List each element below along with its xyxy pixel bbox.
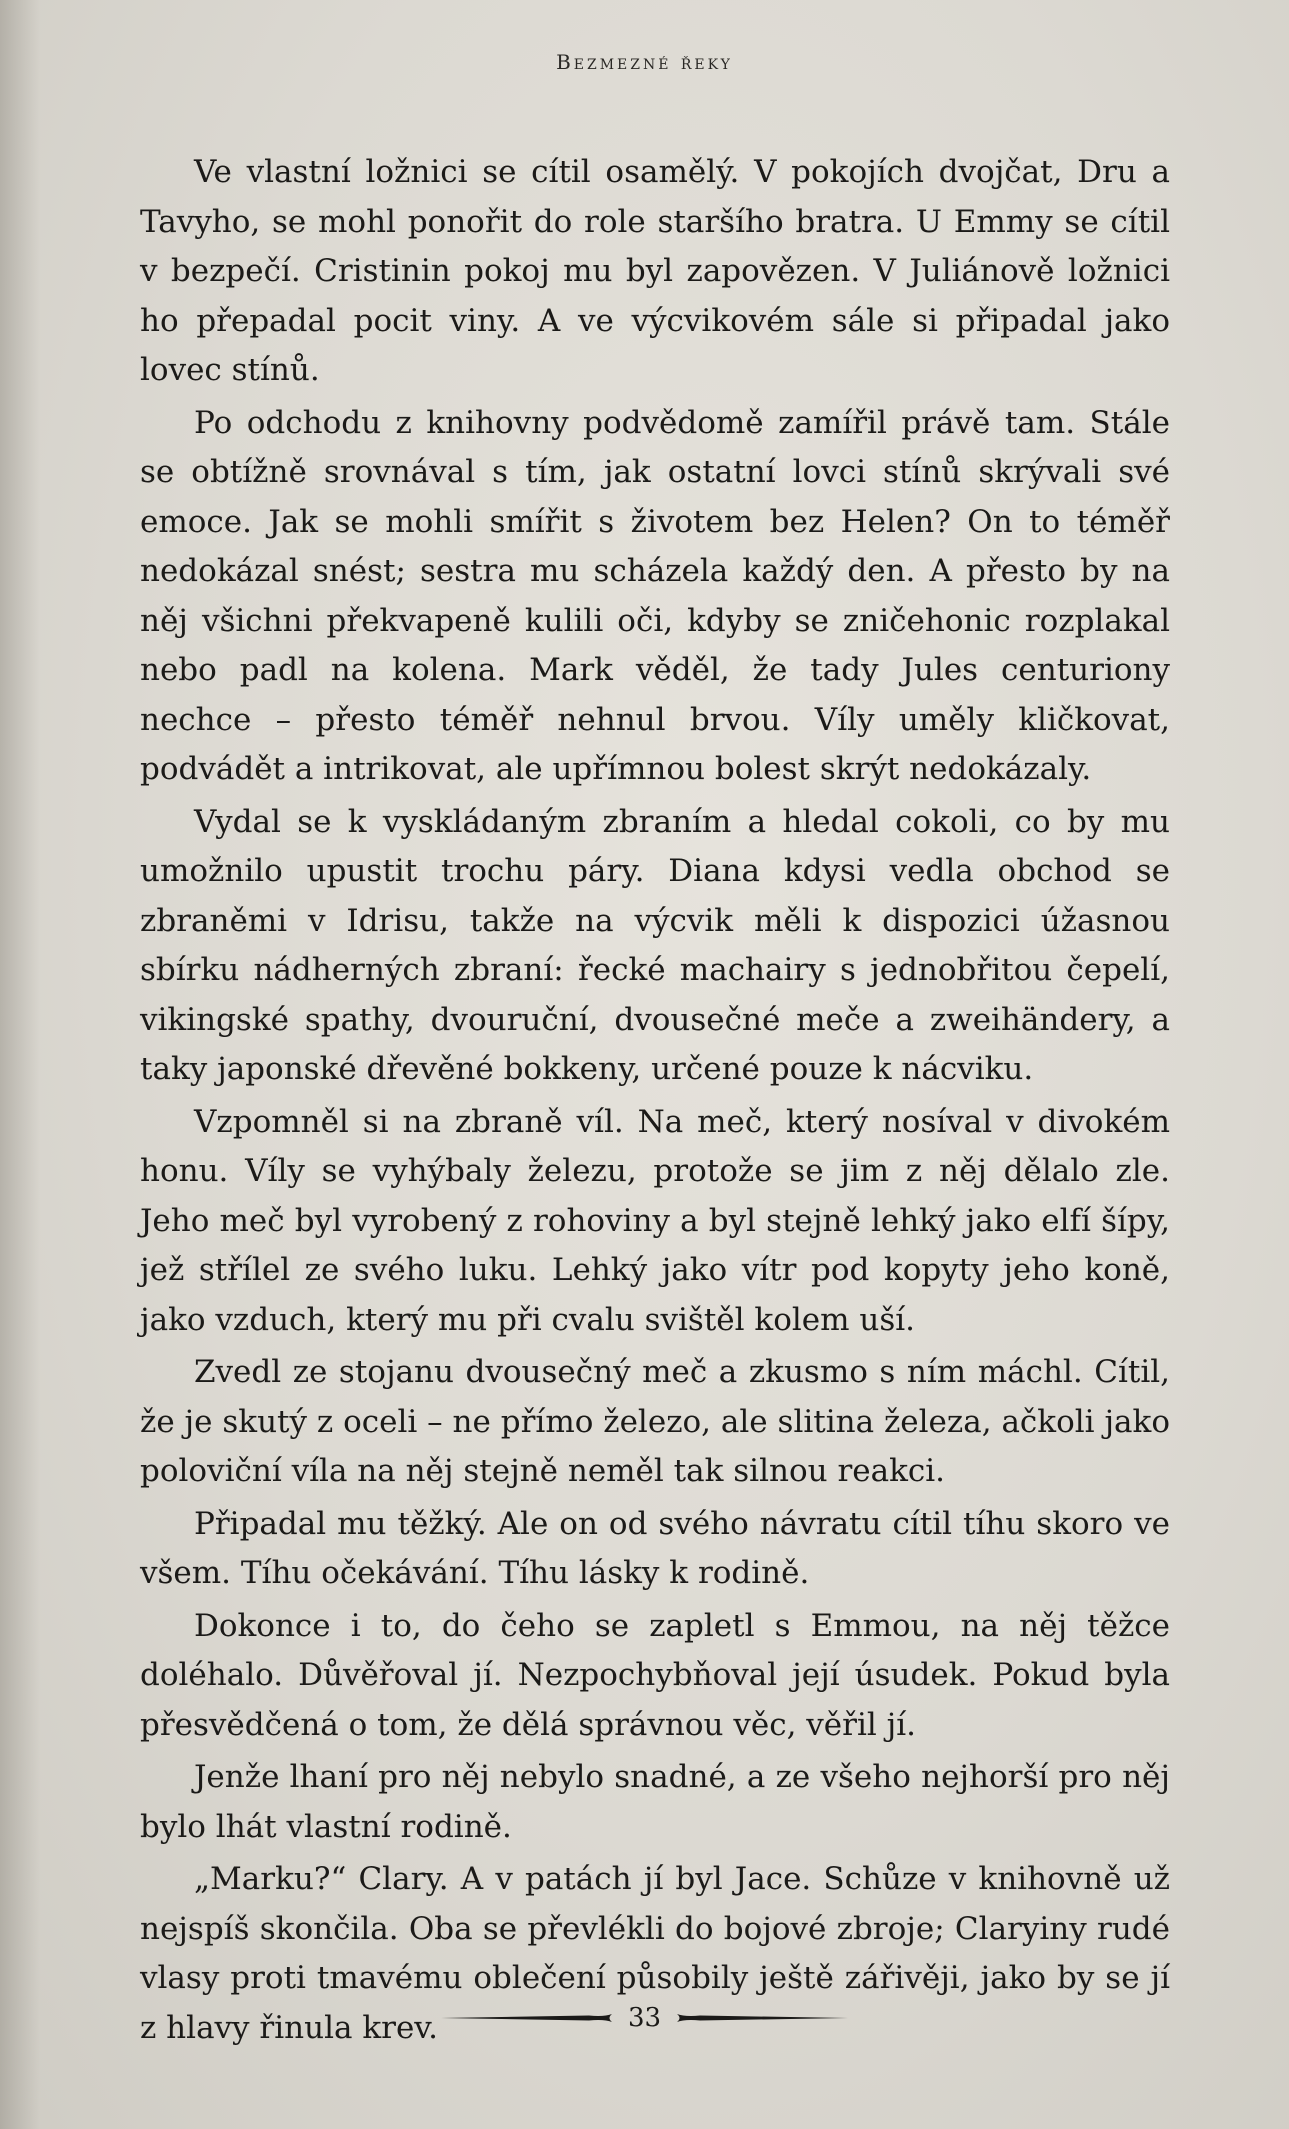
paragraph: Jenže lhaní pro něj nebylo snadné, a ze všeho nejhorší pro něj bylo lhát vlastní rodině.: [140, 1759, 1170, 1845]
running-header: Bezmezné řeky: [556, 50, 733, 74]
body-text: [140, 148, 1170, 2053]
page-gutter-shadow: [0, 0, 40, 2129]
page-footer: [0, 1998, 1289, 2038]
paragraph: Ve vlastní ložnici se cítil osamělý. V pokojích dvojčat, Dru a Tavyho, se mohl ponořit do role staršího bratra. U Emmy se cítil v bezpečí. Cristinin pokoj mu byl zapovězen. V Juliánově ložnici ho přepadal pocit viny. A ve výcvikovém sále si připadal jako lovec stínů.: [140, 154, 1170, 388]
paragraph: Vydal se k vyskládaným zbraním a hledal cokoli, co by mu umožnilo upustit trochu páry. Diana kdysi vedla obchod se zbraněmi v Idrisu, takže na výcvik měli k dispozici úžasnou sbírku nádherných zbraní: řecké machairy s jednobřitou čepelí, vikingské spathy, dvouruční, dvousečné meče a zweihändery, a taky japonské dřevěné bokkeny, určené pouze k nácviku.: [140, 803, 1170, 1087]
paragraph: Dokonce i to, do čeho se zapletl s Emmou, na něj těžce doléhalo. Důvěřoval jí. Nezpochybňoval její úsudek. Pokud byla přesvědčená o tom, že dělá správnou věc, věřil jí.: [140, 1607, 1170, 1743]
page-number: 33: [627, 2003, 662, 2033]
right-ornament-icon: [675, 2011, 850, 2025]
paragraph: Po odchodu z knihovny podvědomě zamířil právě tam. Stále se obtížně srovnával s tím, jak ostatní lovci stínů skrývali své emoce. Jak se mohli smířit s životem bez Helen? On to téměř nedokázal snést; sestra mu scházela každý den. A přesto by na něj všichni překvapeně kulili oči, kdyby se zničehonic rozplakal nebo padl na kolena. Mark věděl, že tady Jules centuriony nechce – přesto téměř nehnul brvou. Víly uměly kličkovat, podvádět a intrikovat, ale upřímnou bolest skrýt nedokázaly.: [140, 404, 1170, 787]
left-ornament-icon: [439, 2011, 614, 2025]
paragraph: „Marku?“ Clary. A v patách jí byl Jace. Schůze v knihovně už nejspíš skončila. Oba se převlékli do bojové zbroje; Claryiny rudé vlasy proti tmavému oblečení působily ještě zářivěji, jako by se jí z hlavy řinula krev.: [140, 1861, 1170, 2046]
paragraph: Vzpomněl si na zbraně víl. Na meč, který nosíval v divokém honu. Víly se vyhýbaly železu, protože se jim z něj dělalo zle. Jeho meč byl vyrobený z rohoviny a byl stejně lehký jako elfí šípy, jež střílel ze svého luku. Lehký jako vítr pod kopyty jeho koně, jako vzduch, který mu při cvalu svištěl kolem uší.: [140, 1103, 1170, 1338]
paragraph: Zvedl ze stojanu dvousečný meč a zkusmo s ním máchl. Cítil, že je skutý z oceli – ne přímo železo, ale slitina železa, ačkoli jako poloviční víla na něj stejně neměl tak silnou reakci.: [140, 1354, 1170, 1489]
paragraph: Připadal mu těžký. Ale on od svého návratu cítil tíhu skoro ve všem. Tíhu očekávání. Tíhu lásky k rodině.: [140, 1505, 1170, 1591]
